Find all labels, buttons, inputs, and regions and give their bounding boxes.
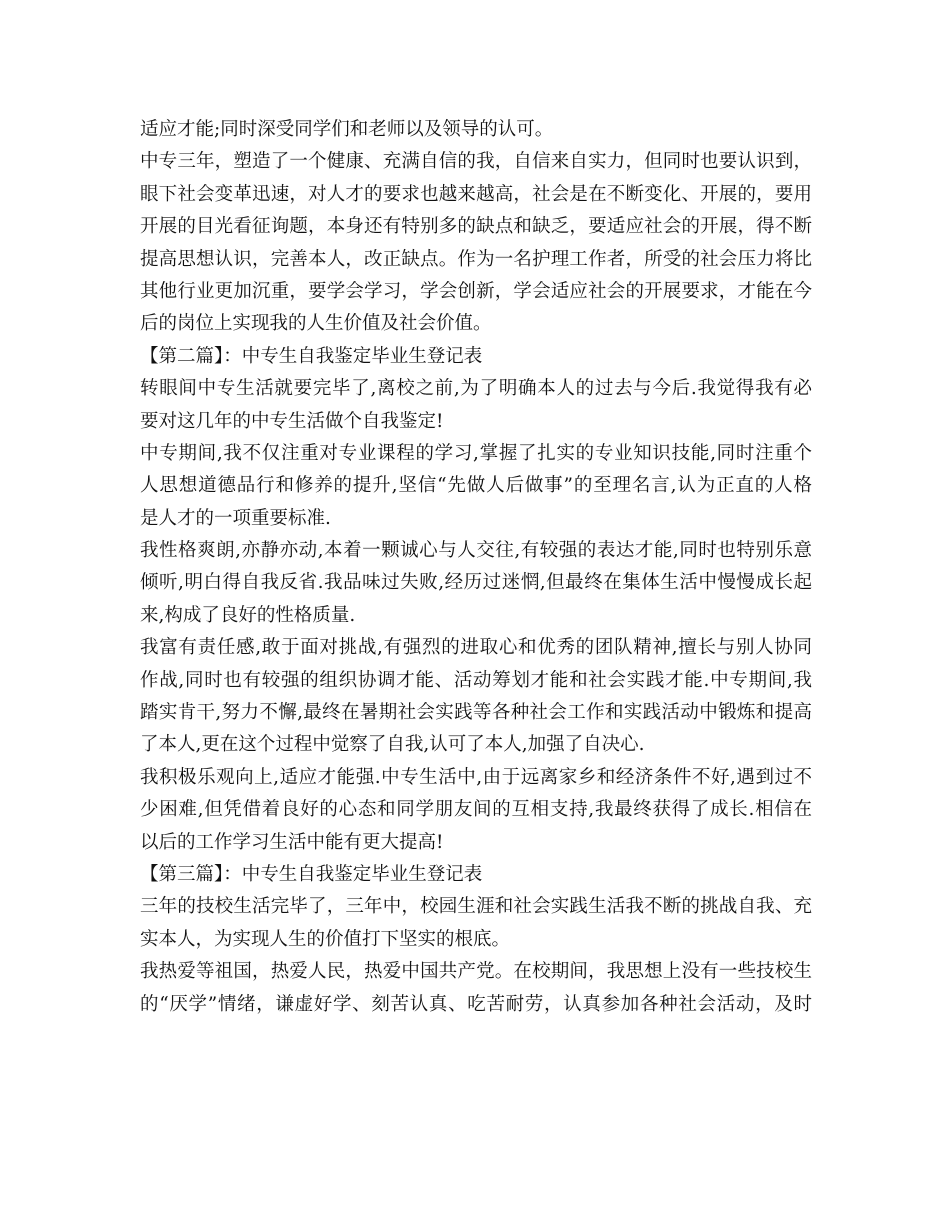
text-line: 其他行业更加沉重，要学会学习，学会创新，学会适应社会的开展要求，才能在今 (140, 280, 812, 302)
text-line: 踏实肯干,努力不懈,最终在暑期社会实践等各种社会工作和实践活动中锻炼和提高 (140, 702, 812, 724)
text-line: 眼下社会变革迅速，对人才的要求也越来越高，社会是在不断变化、开展的，要用 (140, 183, 812, 205)
text-line: 倾听,明白得自我反省.我品味过失败,经历过迷惘,但最终在集体生活中慢慢成长起 (140, 572, 812, 594)
section-heading: 【第二篇】：中专生自我鉴定毕业生登记表 (140, 345, 483, 367)
text-line: 提高思想认识，完善本人，改正缺点。作为一名护理工作者，所受的社会压力将比 (140, 248, 812, 270)
document-body (140, 114, 812, 1021)
text-line: 了本人,更在这个过程中觉察了自我,认可了本人,加强了自决心. (140, 734, 645, 756)
section-heading: 【第三篇】：中专生自我鉴定毕业生登记表 (140, 863, 483, 885)
text-line: 实本人，为实现人生的价值打下坚实的根底。 (140, 928, 511, 950)
text-line: 要对这几年的中专生活做个自我鉴定! (140, 410, 444, 432)
text-line: 来,构成了良好的性格质量. (140, 604, 356, 626)
text-line: 我性格爽朗,亦静亦动,本着一颗诚心与人交往,有较强的表达才能,同时也特别乐意 (140, 540, 812, 562)
text-line: 转眼间中专生活就要完毕了,离校之前,为了明确本人的过去与今后.我觉得我有必 (140, 378, 812, 400)
text-line: 人思想道德品行和修养的提升,坚信“先做人后做事”的至理名言,认为正直的人格 (140, 475, 812, 497)
text-line: 我热爱等祖国，热爱人民，热爱中国共产党。在校期间，我思想上没有一些技校生 (140, 961, 812, 983)
text-line: 我富有责任感,敢于面对挑战,有强烈的进取心和优秀的团队精神,擅长与别人协同 (140, 637, 812, 659)
text-line: 是人才的一项重要标准. (140, 507, 331, 529)
text-line: 以后的工作学习生活中能有更大提高! (140, 831, 444, 853)
text-line: 作战,同时也有较强的组织协调才能、活动筹划才能和社会实践才能.中专期间,我 (140, 669, 812, 691)
text-line: 少困难,但凭借着良好的心态和同学朋友间的互相支持,我最终获得了成长.相信在 (140, 799, 812, 821)
text-line: 中专三年，塑造了一个健康、充满自信的我，自信来自实力，但同时也要认识到， (140, 151, 812, 173)
text-line: 中专期间,我不仅注重对专业课程的学习,掌握了扎实的专业知识技能,同时注重个 (140, 442, 812, 464)
text-line: 三年的技校生活完毕了，三年中，校园生涯和社会实践生活我不断的挑战自我、充 (140, 896, 812, 918)
text-line: 的“厌学”情绪，谦虚好学、刻苦认真、吃苦耐劳，认真参加各种社会活动，及时 (140, 993, 812, 1015)
text-line: 适应才能;同时深受同学们和老师以及领导的认可。 (140, 119, 554, 140)
text-line: 我积极乐观向上,适应才能强.中专生活中,由于远离家乡和经济条件不好,遇到过不 (140, 766, 812, 788)
text-line: 开展的目光看征询题，本身还有特别多的缺点和缺乏，要适应社会的开展，得不断 (140, 216, 812, 238)
text-line: 后的岗位上实现我的人生价值及社会价值。 (140, 313, 492, 335)
